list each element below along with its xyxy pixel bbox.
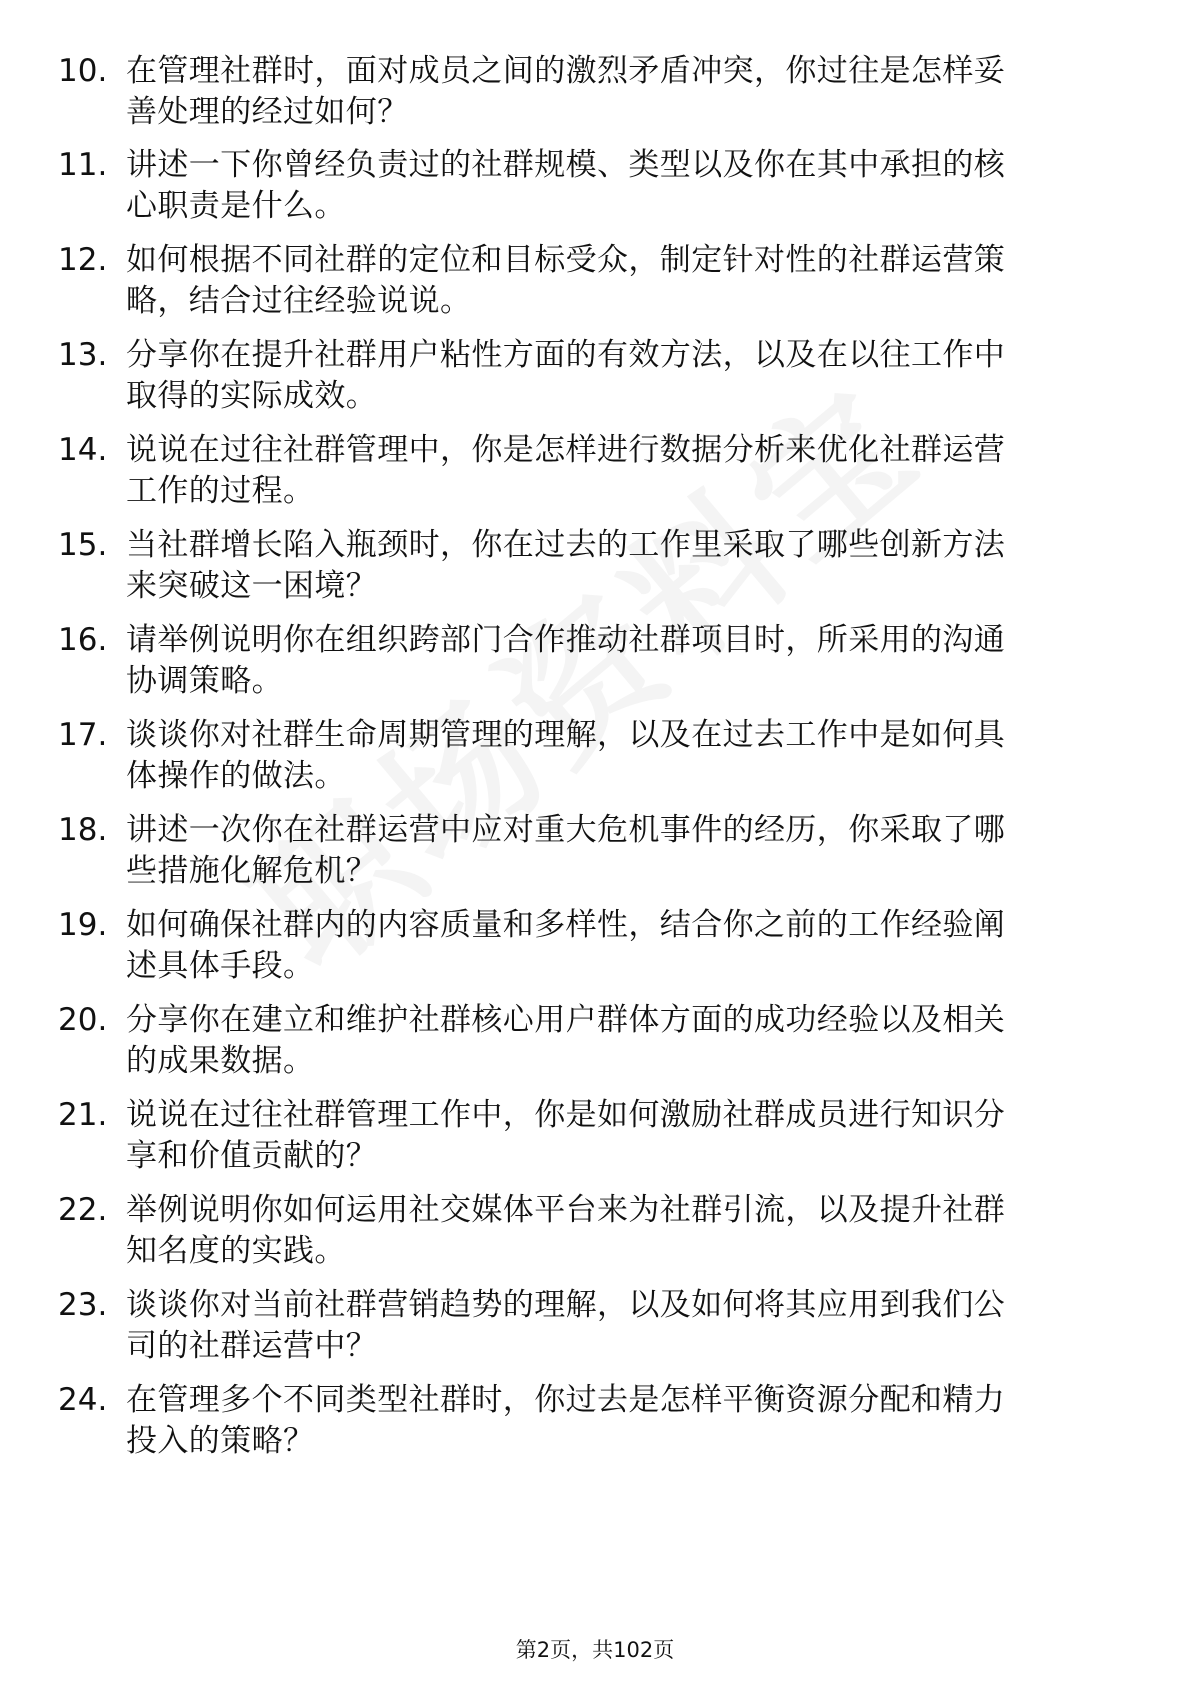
question-line: 讲述一下你曾经负责过的社群规模、类型以及你在其中承担的核 — [126, 147, 1006, 183]
question-text — [126, 430, 1116, 512]
question-line: 体操作的做法。 — [126, 758, 346, 794]
question-number: 13. — [58, 337, 108, 373]
question-text — [126, 51, 1116, 133]
question-line: 如何确保社群内的内容质量和多样性，结合你之前的工作经验阐 — [126, 907, 1006, 943]
page-footer — [0, 1636, 1190, 1664]
question-line: 如何根据不同社群的定位和目标受众，制定针对性的社群运营策 — [126, 242, 1006, 278]
question-line: 谈谈你对社群生命周期管理的理解，以及在过去工作中是如何具 — [126, 717, 1006, 753]
question-line: 知名度的实践。 — [126, 1233, 346, 1269]
question-text — [126, 1000, 1116, 1082]
question-line: 举例说明你如何运用社交媒体平台来为社群引流，以及提升社群 — [126, 1192, 1006, 1228]
question-line: 善处理的经过如何？ — [126, 94, 409, 130]
question-line: 请举例说明你在组织跨部门合作推动社群项目时，所采用的沟通 — [126, 622, 1006, 658]
question-line: 的成果数据。 — [126, 1043, 315, 1079]
question-number: 18. — [58, 812, 108, 848]
question-line: 谈谈你对当前社群营销趋势的理解，以及如何将其应用到我们公 — [126, 1287, 1006, 1323]
question-text — [126, 715, 1116, 797]
question-line: 取得的实际成效。 — [126, 378, 378, 414]
question-number: 15. — [58, 527, 108, 563]
question-text — [126, 810, 1116, 892]
question-text — [126, 1095, 1116, 1177]
question-text — [126, 1380, 1116, 1462]
question-text — [126, 240, 1116, 322]
question-number: 23. — [58, 1287, 108, 1323]
question-text — [126, 1190, 1116, 1272]
question-line: 在管理多个不同类型社群时，你过去是怎样平衡资源分配和精力 — [126, 1382, 1006, 1418]
question-line: 来突破这一困境？ — [126, 568, 378, 604]
question-line: 协调策略。 — [126, 663, 283, 699]
question-line: 讲述一次你在社群运营中应对重大危机事件的经历，你采取了哪 — [126, 812, 1006, 848]
question-line: 分享你在建立和维护社群核心用户群体方面的成功经验以及相关 — [126, 1002, 1006, 1038]
question-number: 24. — [58, 1382, 108, 1418]
question-text — [126, 620, 1116, 702]
question-number: 12. — [58, 242, 108, 278]
question-number: 20. — [58, 1002, 108, 1038]
question-line: 说说在过往社群管理中，你是怎样进行数据分析来优化社群运营 — [126, 432, 1006, 468]
page-number-label: 第2页，共102页 — [515, 1638, 675, 1662]
question-line: 享和价值贡献的？ — [126, 1138, 378, 1174]
question-line: 当社群增长陷入瓶颈时，你在过去的工作里采取了哪些创新方法 — [126, 527, 1006, 563]
question-line: 略，结合过往经验说说。 — [126, 283, 472, 319]
question-text — [126, 1285, 1116, 1367]
question-line: 在管理社群时，面对成员之间的激烈矛盾冲突，你过往是怎样妥 — [126, 53, 1006, 89]
question-number: 17. — [58, 717, 108, 753]
question-line: 心职责是什么。 — [126, 188, 346, 224]
question-number: 22. — [58, 1192, 108, 1228]
question-line: 些措施化解危机？ — [126, 853, 378, 889]
question-number: 14. — [58, 432, 108, 468]
question-number: 11. — [58, 147, 108, 183]
question-text — [126, 905, 1116, 987]
question-number: 10. — [58, 53, 108, 89]
question-number: 16. — [58, 622, 108, 658]
question-text — [126, 335, 1116, 417]
question-text — [126, 525, 1116, 607]
question-line: 投入的策略？ — [126, 1423, 315, 1459]
question-number: 19. — [58, 907, 108, 943]
question-line: 工作的过程。 — [126, 473, 315, 509]
question-line: 司的社群运营中？ — [126, 1328, 378, 1364]
question-line: 分享你在提升社群用户粘性方面的有效方法，以及在以往工作中 — [126, 337, 1006, 373]
question-line: 说说在过往社群管理工作中，你是如何激励社群成员进行知识分 — [126, 1097, 1006, 1133]
question-text — [126, 145, 1116, 227]
question-number: 21. — [58, 1097, 108, 1133]
question-line: 述具体手段。 — [126, 948, 315, 984]
